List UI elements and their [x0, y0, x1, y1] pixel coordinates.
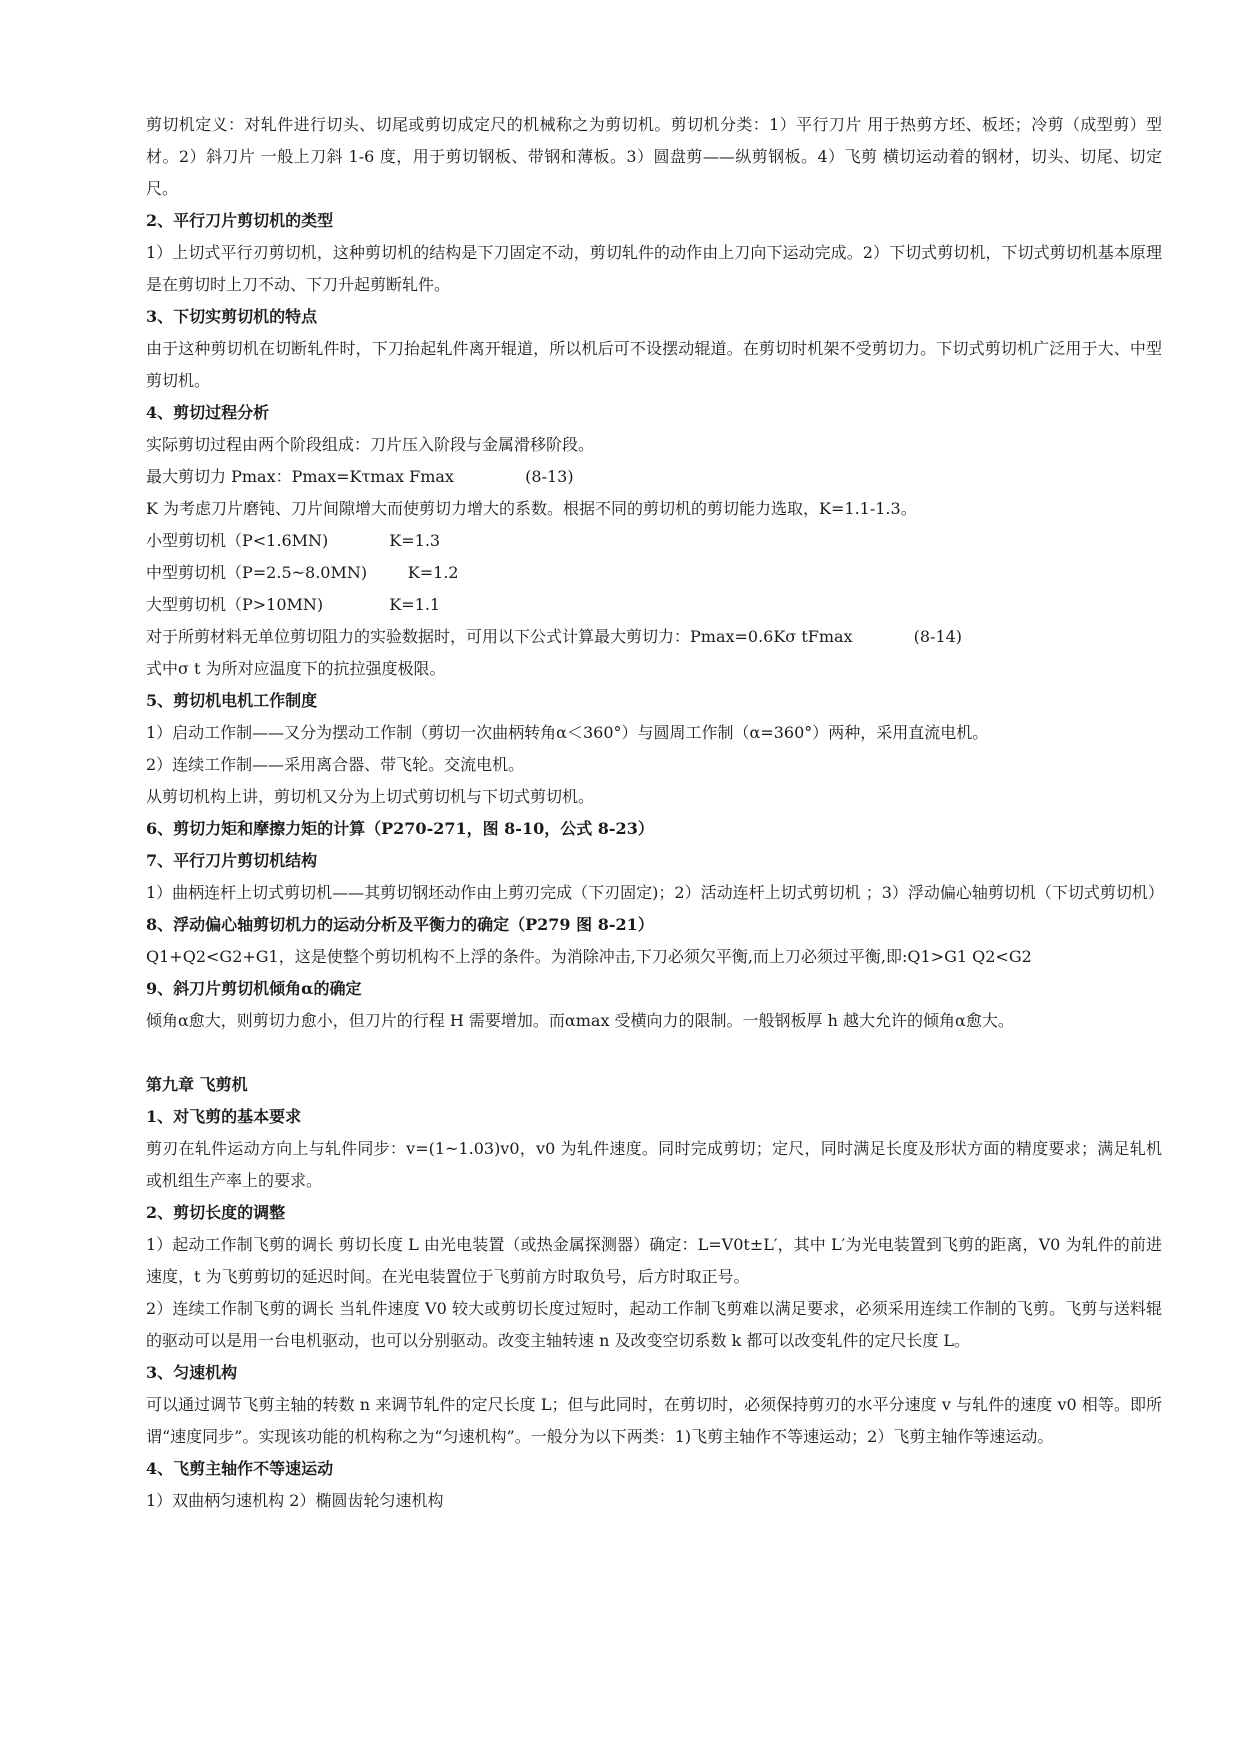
section-heading: 4、飞剪主轴作不等速运动 — [146, 1459, 334, 1478]
paragraph: 1）曲柄连杆上切式剪切机——其剪切钢坯动作由上剪刃完成（下刃固定)；2）活动连杆上切式剪切机 ；3）浮动偏心轴剪切机（下切式剪切机） — [146, 883, 1164, 902]
paragraph: K 为考虑刀片磨钝、刀片间隙增大而使剪切力增大的系数。根据不同的剪切机的剪切能力选取，K=1.1-1.3。 — [146, 499, 917, 518]
paragraph: 剪刃在轧件运动方向上与轧件同步：v=(1~1.03)v0，v0 为轧件速度。同时完成剪切；定尺，同时满足长度及形状方面的精度要求；满足轧机或机组生产率上的要求。 — [146, 1139, 1162, 1190]
section-heading: 7、平行刀片剪切机结构 — [146, 851, 318, 870]
section-heading: 2、剪切长度的调整 — [146, 1203, 286, 1222]
paragraph: 可以通过调节飞剪主轴的转数 n 来调节轧件的定尺长度 L；但与此同时，在剪切时，必须保持剪刃的水平分速度 v 与轧件的速度 v0 相等。即所谓“速度同步”。实现该功能的机构称之为“匀速机构”。一般分为以下两类：1)飞剪主轴作不等速运动；2）飞剪主轴作等速运动。 — [146, 1395, 1162, 1446]
section-heading: 5、剪切机电机工作制度 — [146, 691, 318, 710]
chapter-title: 第九章 飞剪机 — [146, 1075, 248, 1094]
section-heading: 8、浮动偏心轴剪切机力的运动分析及平衡力的确定（P279 图 8-21） — [146, 915, 654, 934]
section-heading: 6、剪切力矩和摩擦力矩的计算（P270-271，图 8-10，公式 8-23） — [146, 819, 654, 838]
paragraph: 1）上切式平行刃剪切机，这种剪切机的结构是下刀固定不动，剪切轧件的动作由上刀向下运动完成。2）下切式剪切机，下切式剪切机基本原理是在剪切时上刀不动、下刀升起剪断轧件。 — [146, 243, 1162, 294]
section-heading: 4、剪切过程分析 — [146, 403, 270, 422]
paragraph: 实际剪切过程由两个阶段组成：刀片压入阶段与金属滑移阶段。 — [146, 435, 595, 454]
paragraph: 2）连续工作制飞剪的调长 当轧件速度 V0 较大或剪切长度过短时，起动工作制飞剪难以满足要求，必须采用连续工作制的飞剪。飞剪与送料辊的驱动可以是用一台电机驱动，也可以分别驱动。改变主轴转速 n 及改变空切系数 k 都可以改变轧件的定尺长度 L。 — [146, 1299, 1162, 1350]
paragraph: 由于这种剪切机在切断轧件时，下刀抬起轧件离开辊道，所以机后可不设摆动辊道。在剪切时机架不受剪切力。下切式剪切机广泛用于大、中型剪切机。 — [146, 339, 1162, 390]
blank-line — [146, 1037, 1162, 1069]
paragraph: Q1+Q2<G2+G1，这是使整个剪切机构不上浮的条件。为消除冲击,下刀必须欠平衡,而上刀必须过平衡,即:Q1>G1 Q2<G2 — [146, 947, 1032, 966]
paragraph: 1）启动工作制——又分为摆动工作制（剪切一次曲柄转角α＜360°）与圆周工作制（α=360°）两种，采用直流电机。 — [146, 723, 989, 742]
section-heading: 9、斜刀片剪切机倾角α的确定 — [146, 979, 362, 998]
document-page — [146, 109, 1162, 1517]
formula-line: 小型剪切机（P<1.6MN) K=1.3 — [146, 531, 441, 550]
paragraph: 倾角α愈大，则剪切力愈小，但刀片的行程 H 需要增加。而αmax 受横向力的限制。一般钢板厚 h 越大允许的倾角α愈大。 — [146, 1011, 1014, 1030]
paragraph: 1）起动工作制飞剪的调长 剪切长度 L 由光电装置（或热金属探测器）确定：L=V0t±L′，其中 L′为光电装置到飞剪的距离，V0 为轧件的前进速度，t 为飞剪剪切的延迟时间。在光电装置位于飞剪前方时取负号，后方时取正号。 — [146, 1235, 1162, 1286]
formula-line: 中型剪切机（P=2.5~8.0MN) K=1.2 — [146, 563, 459, 582]
paragraph: 2）连续工作制——采用离合器、带飞轮。交流电机。 — [146, 755, 525, 774]
formula-line: 对于所剪材料无单位剪切阻力的实验数据时，可用以下公式计算最大剪切力：Pmax=0.6Kσ tFmax (8-14) — [146, 627, 963, 646]
formula-line: 最大剪切力 Pmax：Pmax=Kτmax Fmax (8-13) — [146, 467, 574, 486]
paragraph: 从剪切机构上讲，剪切机又分为上切式剪切机与下切式剪切机。 — [146, 787, 595, 806]
section-heading: 2、平行刀片剪切机的类型 — [146, 211, 334, 230]
section-heading: 1、对飞剪的基本要求 — [146, 1107, 302, 1126]
paragraph: 1）双曲柄匀速机构 2）椭圆齿轮匀速机构 — [146, 1491, 444, 1510]
paragraph: 剪切机定义：对轧件进行切头、切尾或剪切成定尺的机械称之为剪切机。剪切机分类：1）平行刀片 用于热剪方坯、板坯；冷剪（成型剪）型材。2）斜刀片 一般上刀斜 1-6 度，用于剪切钢板、带钢和薄板。3）圆盘剪——纵剪钢板。4）飞剪 横切运动着的钢材，切头、切尾、切定尺。 — [146, 115, 1162, 198]
paragraph: 式中σ t 为所对应温度下的抗拉强度极限。 — [146, 659, 446, 678]
section-heading: 3、下切实剪切机的特点 — [146, 307, 318, 326]
formula-line: 大型剪切机（P>10MN) K=1.1 — [146, 595, 441, 614]
section-heading: 3、匀速机构 — [146, 1363, 238, 1382]
